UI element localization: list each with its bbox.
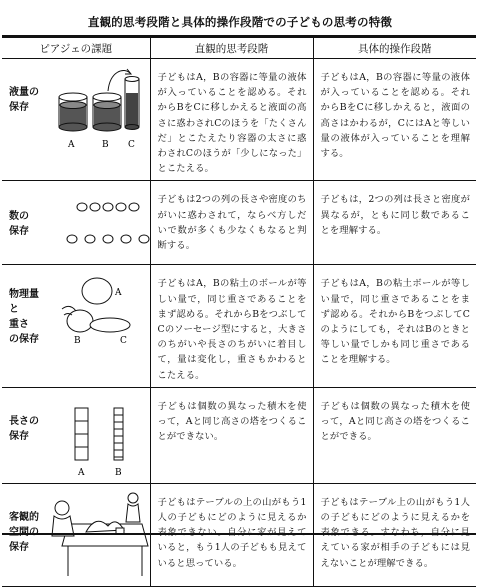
- table-row: [2, 265, 476, 387]
- concrete-text: 子どもはA，Bの容器に等量の液体が入っていることを認める。それからBをCに移しかえると，液面の高さはかわるが，CにはAと等しい量の液体が入っていることを理解する。: [313, 59, 476, 181]
- topic-space: 客観的 空間の 保存: [9, 511, 39, 553]
- row-label-cell: [2, 59, 150, 181]
- row-label-cell: [2, 387, 150, 483]
- intuitive-text: 子どもはA，Bの容器に等量の液体が入っていることを認める。それからBをCに移しかえると液面の高さに惑わされCのほうを「たくさんだ」とこたえたり容器の太さに惑わされCのほうが「少しになった」とこたえる。: [150, 59, 313, 181]
- topic-matter-weight: 物理量 と 重さ の保存: [9, 289, 39, 346]
- label-c: C: [128, 140, 135, 150]
- label-a: A: [68, 140, 75, 150]
- page-title: 直観的思考段階と具体的操作段階での子どもの思考の特徴: [87, 15, 393, 29]
- topic-length: 長さの 保存: [9, 415, 39, 442]
- header-row: [2, 38, 476, 59]
- label-c: C: [120, 336, 127, 347]
- intuitive-text: 子どもは2つの列の長さや密度のちがいに惑わされて，ならべ方しだいで数が多くも少なくもなると判断する。: [150, 181, 313, 265]
- label-b: B: [102, 140, 109, 150]
- intuitive-text: 子どもはテーブルの上の山がもう1人の子どもにどのように見えるか表象できない。自分に家が見えていると，もう1人の子どもも見えていると思っている。: [150, 483, 313, 586]
- label-b: B: [74, 336, 81, 347]
- label-a: A: [78, 467, 85, 478]
- comparison-table: [2, 38, 476, 587]
- concrete-text: 子どもは，2つの列は長さと密度が異なるが，ともに同じ数であることを理解する。: [313, 181, 476, 265]
- label-b: B: [115, 467, 122, 478]
- intuitive-text: 子どもはA，Bの粘土のボールが等しい量で，同じ重さであることをまず認める。それからBをつぶしてCのソーセージ型にすると，大きさのちがいや長さのちがいに着目して，量は変化し，重さもかわるとこたえる。: [150, 265, 313, 387]
- concrete-text: 子どもは個数の異なった積木を使って，Aと同じ高さの塔をつくることができる。: [313, 387, 476, 483]
- header-concrete: 具体的操作段階: [313, 38, 476, 59]
- topic-number: 数の 保存: [9, 211, 29, 238]
- table-row: [2, 181, 476, 265]
- row-label-cell: [2, 265, 150, 387]
- header-task: ピアジェの課題: [2, 38, 150, 59]
- concrete-text: 子どもはA，Bの粘土ボールが等しい量で，同じ重さであることをまず認める。それからBをつぶしてCのようにしても，それはBのときと等しい量でしかも同じ重さであることを理解する。: [313, 265, 476, 387]
- table-row: [2, 387, 476, 483]
- topic-liquid: 液量の 保存: [9, 87, 39, 113]
- bottom-rule: [2, 533, 476, 535]
- label-a: A: [115, 288, 122, 299]
- row-label-cell: [2, 181, 150, 265]
- intuitive-text: 子どもは個数の異なった積木を使って，Aと同じ高さの塔をつくることができない。: [150, 387, 313, 483]
- concrete-text: 子どもはテーブル上の山がもう1人の子どもにどのように見えるかを表象できる。すなわち，自分に見えている家が相手の子どもには見えないことが理解できる。: [313, 483, 476, 586]
- header-intuitive: 直観的思考段階: [150, 38, 313, 59]
- table-row: [2, 59, 476, 181]
